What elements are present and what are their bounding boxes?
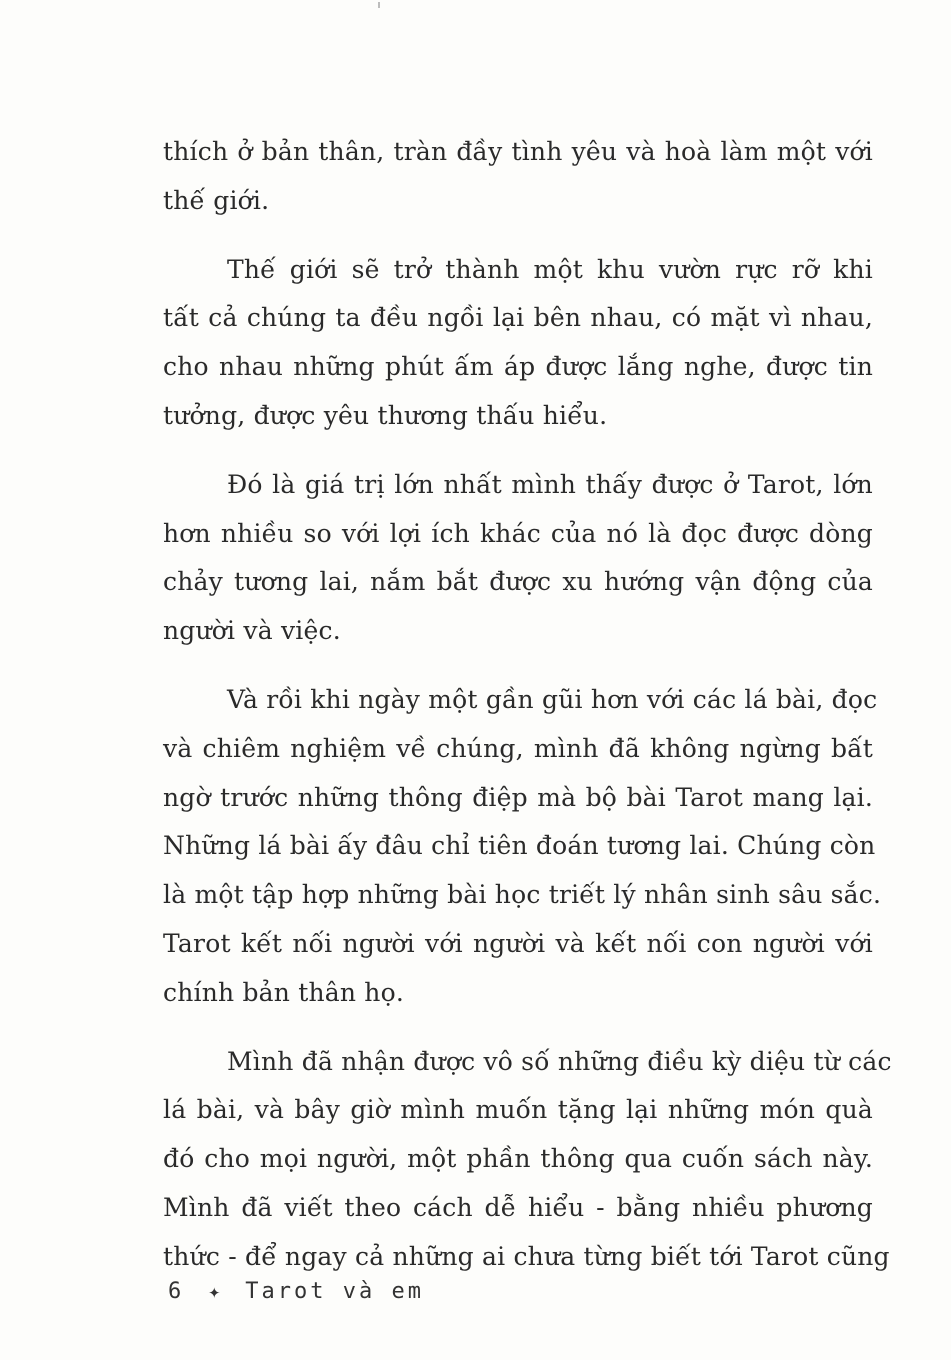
paragraph-4 [163,676,882,1018]
text-line: Mình đã nhận được vô số những điều kỳ diệu từ các [227,1046,892,1076]
text-line: thế giới. [163,185,270,215]
text-line: Những lá bài ấy đâu chỉ tiên đoán tương lai. Chúng còn [163,831,876,861]
paragraph-2 [163,246,873,441]
text-line: thức - để ngay cả những ai chưa từng biết tới Tarot cũng [163,1241,890,1271]
text-line: tất cả chúng ta đều ngồi lại bên nhau, có mặt vì nhau, [163,303,873,333]
text-line: Đó là giá trị lớn nhất mình thấy được ở Tarot, lớn [227,469,873,499]
page-number: 6 [168,1278,185,1304]
text-line: tưởng, được yêu thương thấu hiểu. [163,400,608,430]
text-line: cho nhau những phút ấm áp được lắng nghe, được tin [163,352,873,382]
page-footer [168,1273,424,1309]
text-line: Mình đã viết theo cách dễ hiểu - bằng nhiều phương [163,1192,873,1222]
paragraph-1 [163,128,873,226]
text-line: và chiêm nghiệm về chúng, mình đã không ngừng bất [163,733,873,763]
text-line: Thế giới sẽ trở thành một khu vườn rực rỡ khi [227,254,873,284]
text-line: ngờ trước những thông điệp mà bộ bài Tarot mang lại. [163,782,873,812]
book-title: Tarot và em [245,1278,424,1304]
text-line: chính bản thân họ. [163,977,405,1007]
text-line: chảy tương lai, nắm bắt được xu hướng vận động của [163,567,873,597]
paragraph-3 [163,461,873,656]
text-line: thích ở bản thân, tràn đầy tình yêu và hoà làm một với [163,137,873,166]
text-line: Và rồi khi ngày một gần gũi hơn với các lá bài, đọc [227,684,878,714]
page-edge-mark [378,2,380,8]
body-text [163,128,892,1302]
text-line: là một tập hợp những bài học triết lý nhân sinh sâu sắc. [163,880,882,910]
text-line: hơn nhiều so với lợi ích khác của nó là đọc được dòng [163,518,873,548]
text-line: đó cho mọi người, một phần thông qua cuốn sách này. [163,1144,873,1174]
text-line: Tarot kết nối người với người và kết nối con người với [163,928,873,958]
text-line: lá bài, và bây giờ mình muốn tặng lại những món quà [163,1095,873,1125]
star-separator-icon: ✦ [208,1279,224,1303]
text-line: người và việc. [163,616,341,646]
paragraph-5 [163,1038,892,1282]
